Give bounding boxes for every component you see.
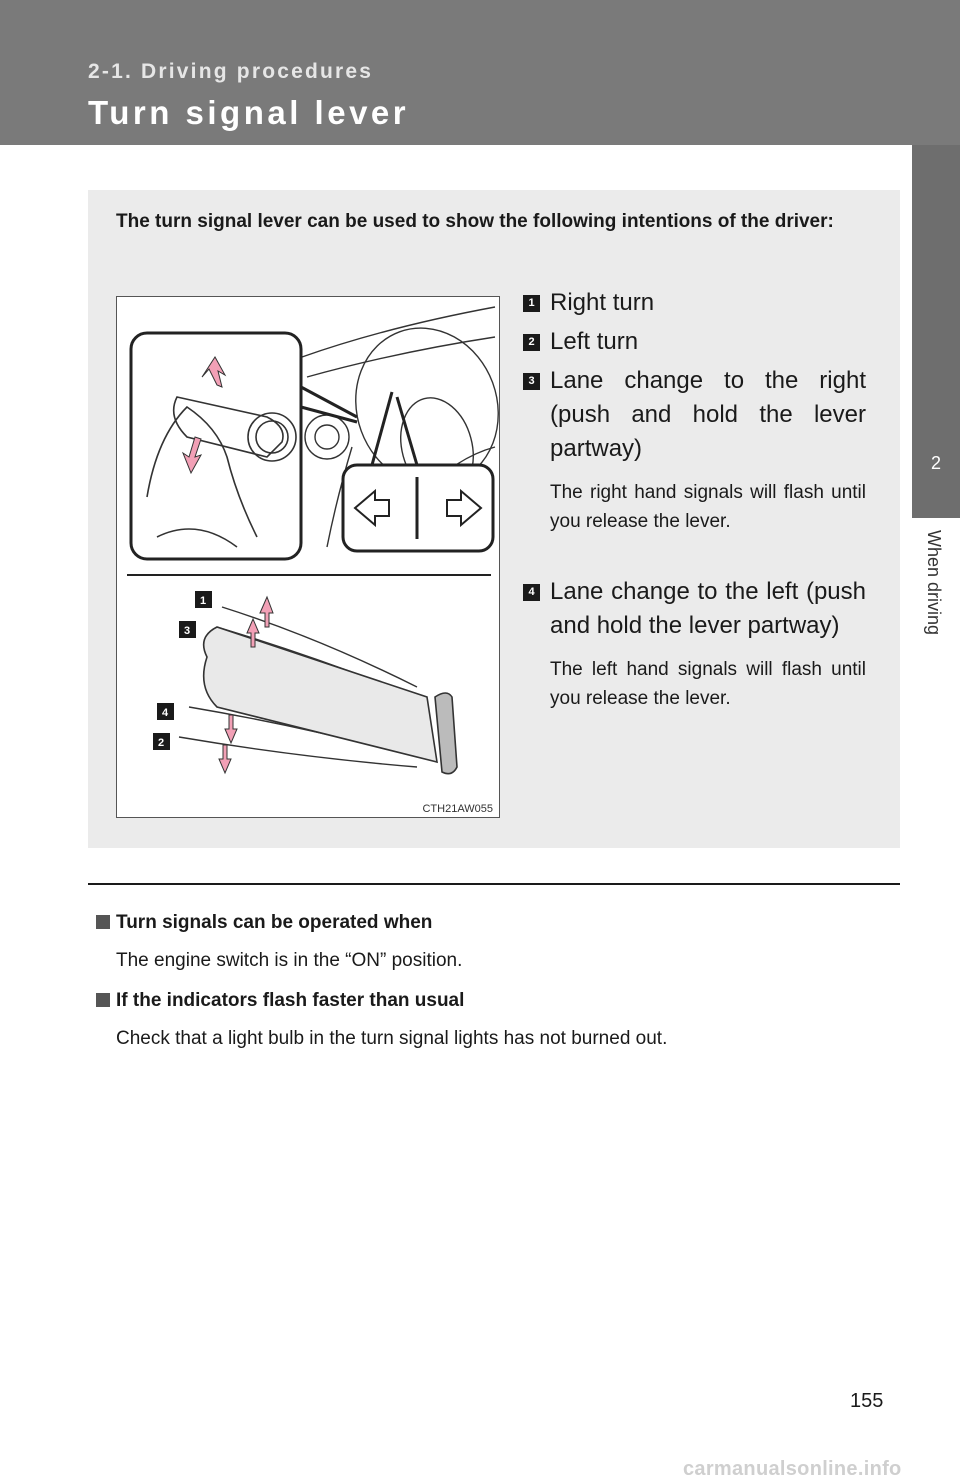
item-title: Lane change to the left (push and hold the lever partway) xyxy=(550,578,866,639)
lever-diagram xyxy=(117,297,501,819)
diagram-marker-4: 4 xyxy=(161,707,169,719)
diagram-marker-1: 1 xyxy=(199,595,207,607)
note-heading: Turn signals can be operated when xyxy=(96,910,896,936)
section-divider xyxy=(88,883,900,885)
diagram-marker-3: 3 xyxy=(183,625,191,637)
list-item xyxy=(520,286,866,325)
list-item xyxy=(520,575,866,713)
page-title: Turn signal lever xyxy=(88,94,410,131)
info-panel xyxy=(88,190,900,848)
square-bullet-icon xyxy=(96,915,110,929)
list-item xyxy=(520,364,866,575)
item-marker: 2 xyxy=(523,334,540,351)
note-block xyxy=(96,910,896,974)
note-heading: If the indicators flash faster than usual xyxy=(96,988,896,1014)
note-body: Check that a light bulb in the turn signal lights has not burned out. xyxy=(116,1028,668,1049)
item-note: The right hand signals will flash until you release the lever. xyxy=(550,482,866,532)
note-block xyxy=(96,988,896,1052)
item-title: Right turn xyxy=(550,289,655,316)
item-marker: 3 xyxy=(523,373,540,390)
list-item xyxy=(520,325,866,364)
watermark[interactable]: carmanualsonline.info xyxy=(683,1458,902,1480)
section-label: 2-1. Driving procedures xyxy=(88,60,374,83)
page-header xyxy=(0,0,960,145)
image-code: CTH21AW055 xyxy=(422,803,493,815)
chapter-label: When driving xyxy=(924,530,944,636)
item-marker: 1 xyxy=(523,295,540,312)
panel-intro: The turn signal lever can be used to show the following intentions of the driver: xyxy=(116,211,834,232)
turn-signal-illustration xyxy=(116,296,500,818)
item-note: The left hand signals will flash until you release the lever. xyxy=(550,659,866,709)
item-title: Left turn xyxy=(550,328,639,355)
diagram-marker-2: 2 xyxy=(157,737,165,749)
chapter-number: 2 xyxy=(930,453,941,473)
square-bullet-icon xyxy=(96,993,110,1007)
intention-list xyxy=(520,286,866,713)
chapter-tab[interactable] xyxy=(912,145,960,518)
page-number: 155 xyxy=(850,1390,884,1412)
note-body: The engine switch is in the “ON” position. xyxy=(116,950,463,971)
item-marker: 4 xyxy=(523,584,540,601)
chapter-label-wrap xyxy=(914,530,954,670)
item-title: Lane change to the right (push and hold the lever partway) xyxy=(550,367,866,462)
